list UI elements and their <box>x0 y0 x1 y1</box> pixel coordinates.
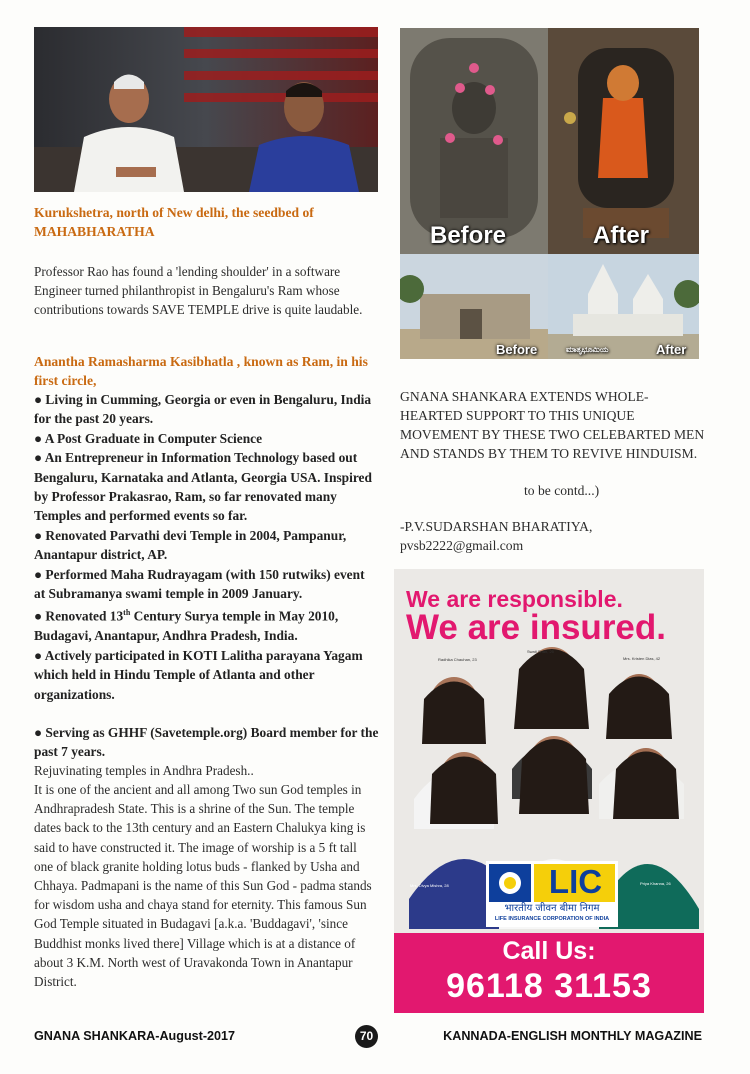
ad-name: Swati Shah, 25 <box>527 649 554 654</box>
lic-corp-name: LIFE INSURANCE CORPORATION OF INDIA <box>494 916 610 922</box>
intro-paragraph: Professor Rao has found a 'lending shoulder' in a software Engineer turned philanthropist in Bengaluru's Ram whose contributions towards SAVE TEMPLE drive is quite laudable. <box>34 264 363 317</box>
after-label-bottom: After <box>656 342 687 357</box>
photo-caption: Kurukshetra, north of New delhi, the seedbed of MAHABHARATHA <box>34 205 314 239</box>
page-footer <box>0 1025 750 1049</box>
lic-hindi-name: भारतीय जीवन बीमा निगम <box>504 903 600 914</box>
men-photo <box>34 27 378 192</box>
superscript: th <box>123 608 131 618</box>
footer-magazine-issue: GNANA SHANKARA-August-2017 <box>34 1029 236 1043</box>
ad-name: Mrs. Divya Mishra, 28 <box>410 883 449 888</box>
footer-magazine-type: KANNADA-ENGLISH MONTHLY MAGAZINE <box>443 1029 702 1043</box>
list-item: ● An Entrepreneur in Information Technology based out Bengaluru, Karnataka and Atlanta, Georgia USA. Inspired by Professor Prakasrao, Ram, so far renovated many Temples and performed events so far. <box>34 450 372 524</box>
two-men-seated-photo-icon <box>34 27 378 192</box>
support-paragraph: GNANA SHANKARA EXTENDS WHOLE-HEARTED SUPPORT TO THIS UNIQUE MOVEMENT BY THESE TWO CELEBARTED MEN AND STANDS BY THEM TO REVIVE HINDUISM. <box>400 389 705 461</box>
watermark-text: ಮಾತೃಭೂಮಿಯ <box>566 345 609 354</box>
after-label-top: After <box>593 222 650 249</box>
list-item-text: Century Surya temple in May 2010, Budagavi, Anantapur, Andhra Pradesh, India. <box>34 608 339 644</box>
list-item: ● Actively participated in KOTI Lalitha parayana Yagam which held in Hindu Temple of Atlanta and other organizations. <box>34 647 363 702</box>
author-name: -P.V.SUDARSHAN BHARATIYA, <box>400 519 593 534</box>
ad-name: Mrs. Kristen Dias, 42 <box>623 656 661 661</box>
ad-headline-2: We are insured. <box>406 608 667 647</box>
idol-after-icon <box>548 28 699 254</box>
list-item: ● Living in Cumming, Georgia or even in Bengaluru, India for the past 20 years. <box>34 392 372 427</box>
before-label-bottom: Before <box>496 342 538 357</box>
lic-advertisement <box>394 569 704 1013</box>
page-number: 70 <box>355 1025 378 1048</box>
contd-note: to be contd...) <box>524 483 600 498</box>
lic-logo-text: LIC <box>548 863 603 900</box>
list-item: ● A Post Graduate in Computer Science <box>34 430 263 446</box>
ad-headline-1: We are responsible. <box>406 586 623 612</box>
list-item: ● Renovated Parvathi devi Temple in 2004, Pampanur, Anantapur district, AP. <box>34 527 347 563</box>
before-label-top: Before <box>430 222 507 249</box>
list-item: ● Performed Maha Rudrayagam (with 150 rutwiks) event at Subramanya swami temple in 2009 January. <box>34 566 365 602</box>
idol-before-icon <box>400 28 548 254</box>
ad-name: Priya Khanna, 26 <box>640 881 671 886</box>
list-item <box>34 603 379 645</box>
ad-call-label: Call Us: <box>502 937 596 965</box>
list-item: ● Serving as GHHF (Savetemple.org) Board member for the past 7 years. <box>34 724 379 760</box>
ad-name: Radhika Chauhan, 23 <box>438 657 477 662</box>
ad-phone-number: 96118 31153 <box>446 967 652 1005</box>
author-email: pvsb2222@gmail.com <box>400 538 524 553</box>
list-item-text: ● Renovated 13 <box>34 608 124 624</box>
idol-after-photo <box>548 28 699 254</box>
ram-heading: Anantha Ramasharma Kasibhatla , known as Ram, in his first circle, <box>34 354 368 388</box>
idol-before-photo <box>400 28 548 254</box>
ram-bullet-list <box>34 390 379 762</box>
sun-temple-paragraph: It is one of the ancient and all among Two sun God temples in Andhrapradesh State. This is a shrine of the Sun. The temple dates back to the 13th century and an Eastern Chalukya king is said to have constructed it. The image of worship is a 5 ft tall one of black granite holding lotus buds - flanked by Usha and Chhaya. Padmapani is the name of this Sun God - padma stands for wisdom usha and chaya stand for eternity. This famous Sun God Temple situated in Budagavi [a.k.a. 'Buddagavi', 'since Buddhist monks lived there] Village which is at a distance of about 3 K.M. North west of Uravakonda Town in Anantapur District. <box>34 782 372 990</box>
rejuvenating-title: Rejuvinating temples in Andhra Pradesh.. <box>34 763 254 778</box>
